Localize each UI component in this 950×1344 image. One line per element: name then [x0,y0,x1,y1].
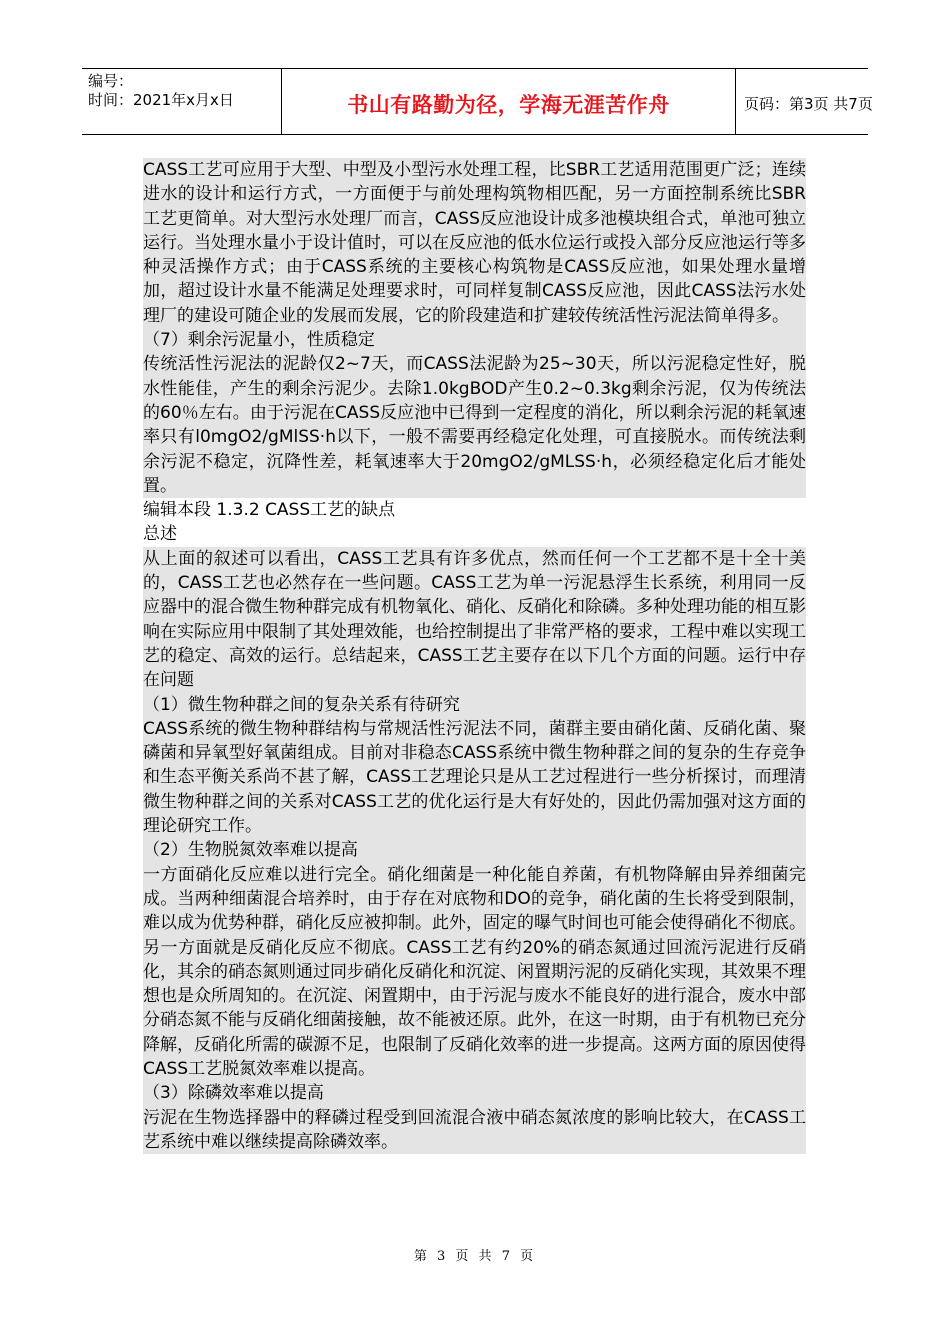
paragraph-cass-scalability: CASS工艺可应用于大型、中型及小型污水处理工程，比SBR工艺适用范围更广泛；连续进水的设计和运行方式，一方面便于与前处理构筑物相匹配，另一方面控制系统比SBR工艺更简单。对大型污水处理厂而言，CASS反应池设计成多池模块组合式，单池可独立运行。当处理水量小于设计值时，可以在反应池的低水位运行或投入部分反应池运行等多种灵活操作方式；由于CASS系统的主要核心构筑物是CASS反应池，如果处理水量增加，超过设计水量不能满足处理要求时，可同样复制CASS反应池，因此CASS法污水处理厂的建设可随企业的发展而发展，它的阶段建造和扩建较传统活性污泥法简单得多。 [143,158,806,328]
heading-overview: 总述 [143,524,177,545]
heading-sludge-volume: （7）剩余污泥量小，性质稳定 [143,328,806,352]
document-date: 时间：2021年x月x日 [88,91,234,109]
paragraph-denitrification: 一方面硝化反应难以进行完全。硝化细菌是一种化能自养菌，有机物降解由异养细菌完成。当两种细菌混合培养时，由于存在对底物和DO的竞争，硝化菌的生长将受到限制，难以成为优势种群，硝化反应被抑制。此外，固定的曝气时间也可能会使得硝化不彻底。另一方面就是反硝化反应不彻底。CASS工艺有约20%的硝态氮通过回流污泥进行反硝化，其余的硝态氮则通过同步硝化反硝化和沉淀、闲置期污泥的反硝化实现，其效果不理想也是众所周知的。在沉淀、闲置期中，由于污泥与废水不能良好的进行混合，废水中部分硝态氮不能与反硝化细菌接触，故不能被还原。此外，在这一时期，由于有机物已充分降解，反硝化所需的碳源不足，也限制了反硝化效率的进一步提高。这两方面的原因使得CASS工艺脱氮效率难以提高。 [143,863,806,1082]
page-footer: 第 3 页 共 7 页 [413,1249,537,1264]
paragraph-overview: 从上面的叙述可以看出，CASS工艺具有许多优点，然而任何一个工艺都不是十全十美的，CASS工艺也必然存在一些问题。CASS工艺为单一污泥悬浮生长系统，利用同一反应器中的混合微生物种群完成有机物氧化、硝化、反硝化和除磷。多种处理功能的相互影响在实际应用中限制了其处理效能，也给控制提出了非常严格的要求，工程中难以实现工艺的稳定、高效的运行。总结起来，CASS工艺主要存在以下几个方面的问题。运行中存在问题 [143,547,806,693]
paragraph-phosphorus-removal: 污泥在生物选择器中的释磷过程受到回流混合液中硝态氮浓度的影响比较大，在CASS工艺系统中难以继续提高除磷效率。 [143,1106,806,1155]
heading-phosphorus-removal: （3）除磷效率难以提高 [143,1081,806,1105]
page-header [82,68,873,135]
paragraph-sludge-volume: 传统活性污泥法的泥龄仅2~7天，而CASS法泥龄为25~30天，所以污泥稳定性好，脱水性能佳，产生的剩余污泥少。去除1.0kgBOD产生0.2~0.3kg剩余污泥，仅为传统法的60％左右。由于污泥在CASS反应池中已得到一定程度的消化，所以剩余污泥的耗氧速率只有l0mgO2/gMlSS·h以下，一般不需要再经稳定化处理，可直接脱水。而传统法剩余污泥不稳定，沉降性差，耗氧速率大于20mgO2/gMLSS·h，必须经稳定化后才能处置。 [143,352,806,498]
header-motto: 书山有路勤为径，学海无涯苦作舟 [347,92,670,117]
document-number-label: 编号： [88,72,134,90]
header-info-cell [82,69,282,134]
paragraph-microbial-relations: CASS系统的微生物种群结构与常规活性污泥法不同，菌群主要由硝化菌、反硝化菌、聚磷菌和异氧型好氧菌组成。目前对非稳态CASS系统中微生物种群之间的复杂的生存竞争和生态平衡关系尚不甚了解，CASS工艺理论只是从工艺过程进行一些分析探讨，而理清微生物种群之间的关系对CASS工艺的优化运行是大有好处的，因此仍需加强对这方面的理论研究工作。 [143,717,806,838]
heading-denitrification: （2）生物脱氮效率难以提高 [143,838,806,862]
document-body [143,158,806,1154]
header-page-info: 页码：第3页 共7页 [744,95,873,113]
header-motto-cell [282,69,736,134]
section-heading-disadvantages: 编辑本段 1.3.2 CASS工艺的缺点 [143,500,396,521]
header-page-cell [736,69,873,134]
heading-microbial-relations: （1）微生物种群之间的复杂关系有待研究 [143,693,806,717]
